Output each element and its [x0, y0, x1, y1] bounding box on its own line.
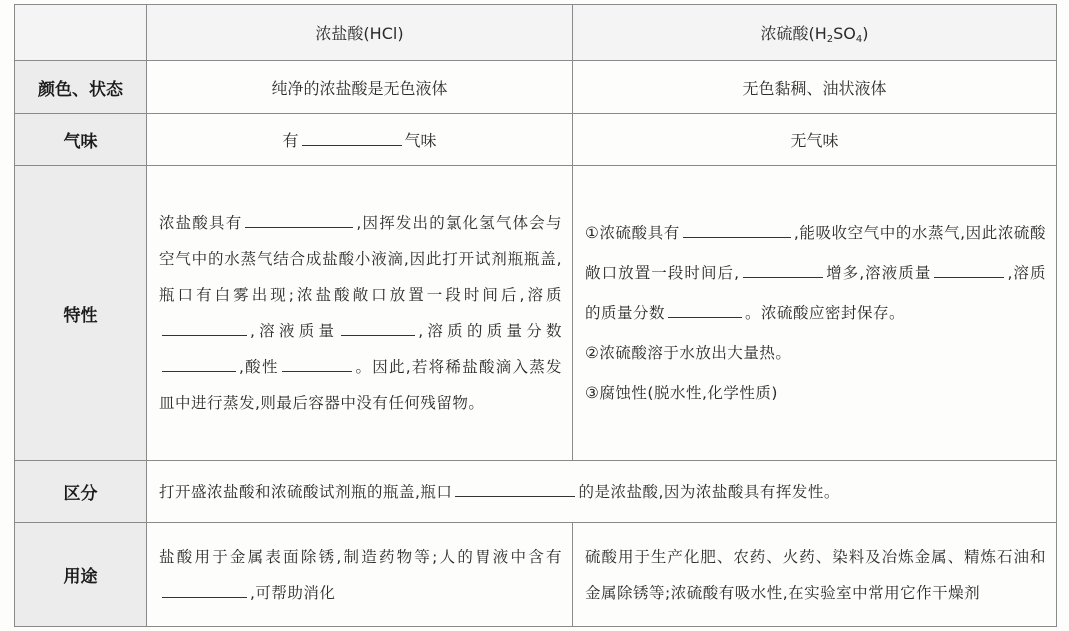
row-label-property: 特性 — [15, 166, 147, 461]
header-h2so4-sub2: 2 — [826, 33, 834, 45]
use-row — [15, 523, 1057, 627]
fill-blank — [668, 316, 742, 318]
fill-blank — [455, 495, 575, 497]
smell-row — [15, 114, 1057, 166]
fill-blank — [934, 276, 1004, 278]
fill-blank — [162, 370, 236, 372]
hcl-property-text-1: 浓盐酸具有 — [159, 214, 243, 232]
fill-blank — [302, 144, 402, 146]
row-label-use: 用途 — [15, 523, 147, 627]
h2so4-property-text-4: ,溶质的质量分数 — [585, 264, 1046, 322]
row-label-color: 颜色、状态 — [15, 61, 147, 114]
hcl-smell — [147, 114, 573, 166]
h2so4-property — [573, 166, 1057, 461]
h2so4-property-item-2: ②浓硫酸溶于水放出大量热。 — [585, 344, 792, 362]
h2so4-property-text-3: 增多,溶液质量 — [825, 264, 932, 282]
header-row — [15, 5, 1057, 61]
header-h2so4-prefix: 浓硫酸( — [760, 23, 815, 43]
hcl-smell-after: 气味 — [404, 131, 437, 150]
fill-blank — [341, 334, 415, 336]
hcl-property-text-2: ,因挥发出的氯化氢气体会与空气中的水蒸气结合成盐酸小液滴,因此打开试剂瓶瓶盖,瓶口有白雾出现;浓盐酸敞口放置一段时间后,溶质 — [159, 214, 562, 304]
h2so4-use: 硫酸用于生产化肥、农药、火药、染料及冶炼金属、精炼石油和金属除锈等;浓硫酸有吸水性,在实验室中常用它作干燥剂 — [573, 523, 1057, 627]
hcl-color: 纯净的浓盐酸是无色液体 — [147, 61, 573, 114]
hcl-use-text-before: 盐酸用于金属表面除锈,制造药物等;人的胃液中含有 — [159, 547, 562, 566]
hcl-property-text-5: ,酸性 — [239, 358, 279, 376]
h2so4-property-text-2: ,能吸收空气中的水蒸气,因此浓硫酸敞口放置一段时间后, — [585, 224, 1046, 282]
distinguish-text — [147, 461, 1057, 523]
hcl-use — [147, 523, 573, 627]
row-label-distinguish: 区分 — [15, 461, 147, 523]
hcl-property-text-4: ,溶质的质量分数 — [418, 322, 562, 340]
color-row — [15, 61, 1057, 114]
fill-blank — [743, 276, 823, 278]
hcl-property-text-6: 。因此,若将稀盐酸滴入蒸发皿中进行蒸发,则最后容器中没有任何残留物。 — [159, 358, 562, 412]
header-corner-cell — [15, 5, 147, 61]
distinguish-text-before: 打开盛浓盐酸和浓硫酸试剂瓶的瓶盖,瓶口 — [159, 482, 453, 501]
header-hcl — [147, 5, 573, 61]
header-hcl-suffix: ) — [397, 24, 404, 43]
distinguish-row — [15, 461, 1057, 523]
header-h2so4-sub4: 4 — [855, 33, 863, 45]
hcl-smell-before: 有 — [282, 131, 299, 150]
h2so4-property-text-1: ①浓硫酸具有 — [585, 224, 680, 242]
hcl-property-text-3: ,溶液质量 — [250, 322, 339, 340]
hcl-property — [147, 166, 573, 461]
header-h2so4-suffix: ) — [862, 23, 869, 43]
fill-blank — [683, 236, 791, 238]
header-hcl-formula: HCl — [369, 24, 398, 43]
row-label-smell: 气味 — [15, 114, 147, 166]
header-h2so4-so: SO — [833, 23, 856, 43]
header-hcl-prefix: 浓盐酸( — [315, 24, 370, 43]
h2so4-property-item-1 — [585, 213, 1046, 333]
h2so4-color: 无色黏稠、油状液体 — [573, 61, 1057, 114]
h2so4-property-text-5: 。浓硫酸应密封保存。 — [745, 304, 906, 322]
h2so4-property-item-3: ③腐蚀性(脱水性,化学性质) — [585, 384, 778, 402]
fill-blank — [282, 370, 352, 372]
distinguish-text-after: 的是浓盐酸,因为浓盐酸具有挥发性。 — [578, 482, 840, 501]
fill-blank — [245, 226, 353, 228]
fill-blank — [162, 596, 247, 598]
h2so4-smell: 无气味 — [573, 114, 1057, 166]
header-h2so4-h: H — [814, 23, 827, 43]
hcl-use-text-after: ,可帮助消化 — [250, 583, 336, 602]
property-row — [15, 166, 1057, 461]
acid-comparison-table — [14, 4, 1057, 627]
header-h2so4 — [573, 5, 1057, 61]
fill-blank — [162, 334, 247, 336]
